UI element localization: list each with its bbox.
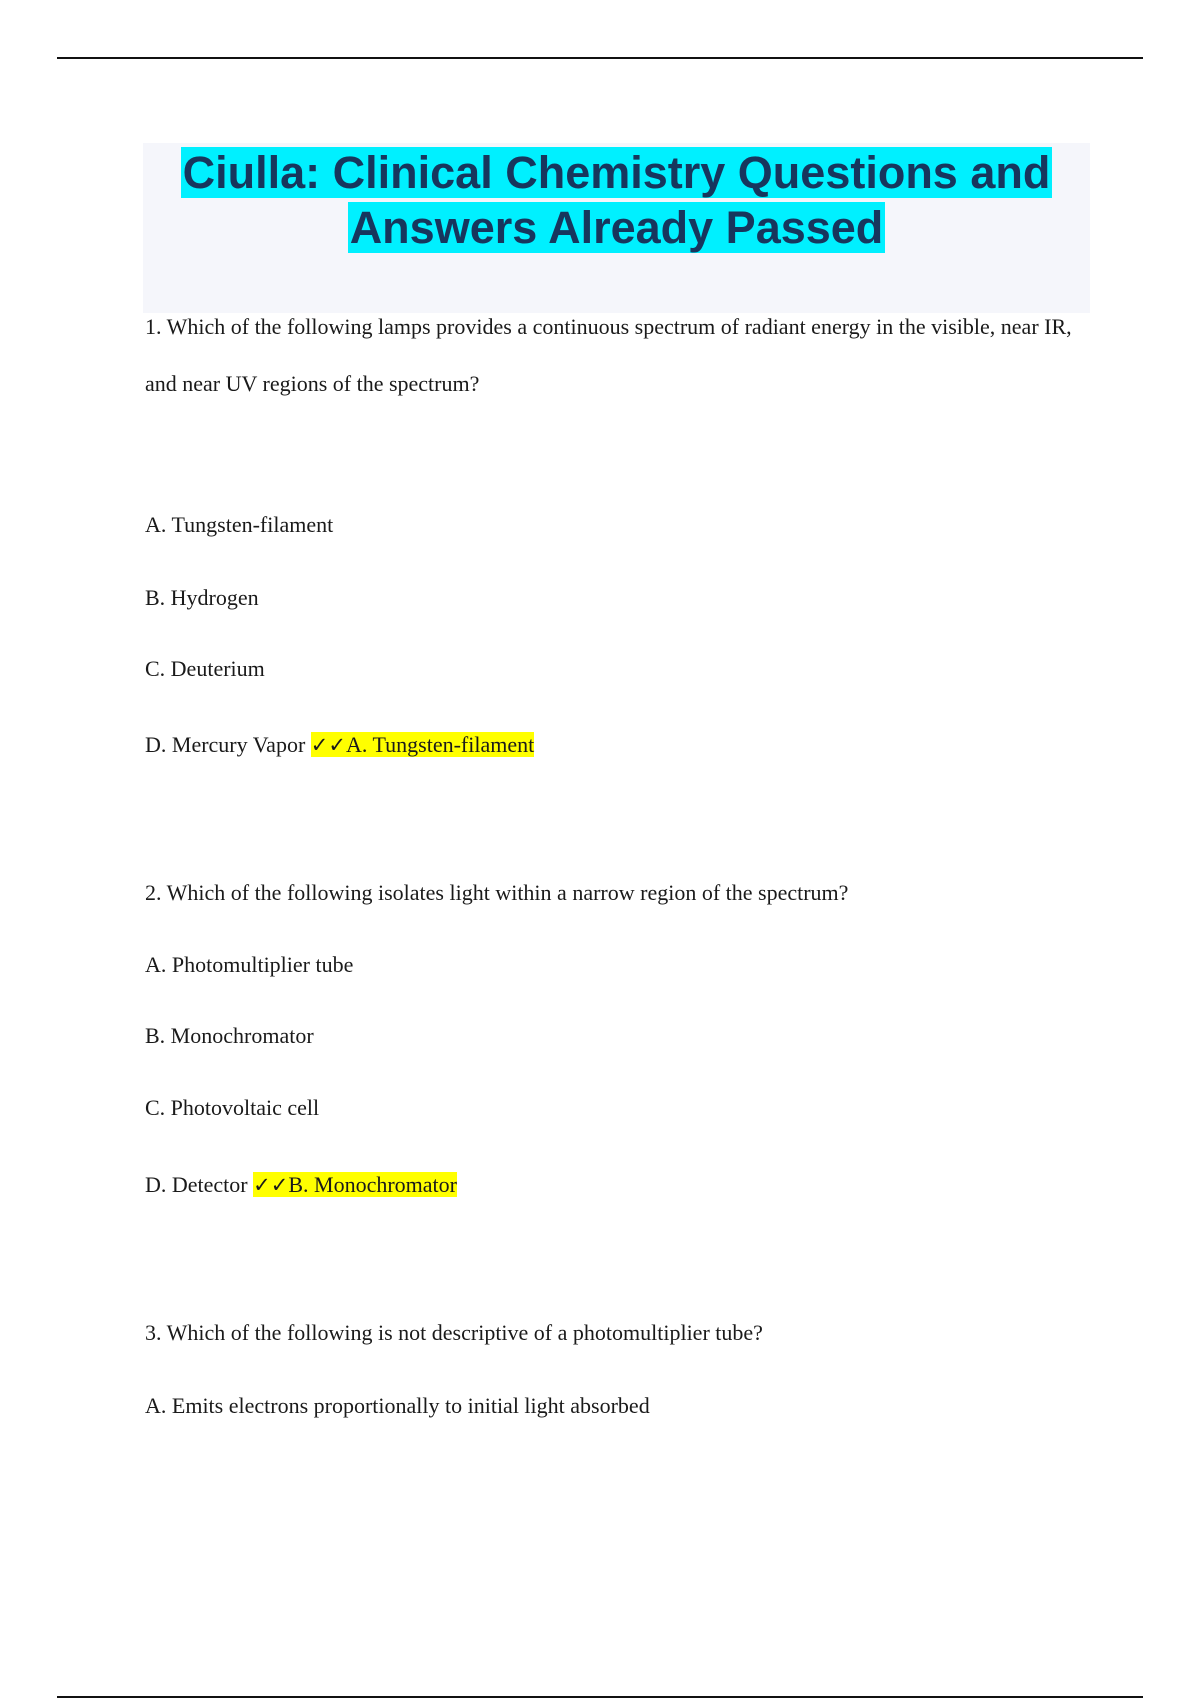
- title-block: [143, 143, 1090, 313]
- question-2-option-d-line: [145, 1172, 457, 1198]
- question-1-option-c: C. Deuterium: [145, 656, 265, 681]
- question-3-prompt: 3. Which of the following is not descriptive of a photomultiplier tube?: [145, 1320, 763, 1345]
- question-2-option-a: A. Photomultiplier tube: [145, 952, 354, 977]
- title-line-2: Answers Already Passed: [349, 202, 884, 253]
- question-2-option-c: C. Photovoltaic cell: [145, 1095, 320, 1120]
- question-1-option-b: B. Hydrogen: [145, 585, 259, 610]
- question-3-option-a: A. Emits electrons proportionally to initial light absorbed: [145, 1393, 650, 1418]
- question-2-option-d: D. Detector: [145, 1172, 248, 1197]
- question-1-prompt: 1. Which of the following lamps provides a continuous spectrum of radiant energy in the visible, near IR, and near UV regions of the spectrum?: [145, 314, 1072, 396]
- question-1-option-a: A. Tungsten-filament: [145, 512, 334, 537]
- question-2-answer: B. Monochromator: [288, 1172, 457, 1197]
- top-divider: [57, 57, 1143, 59]
- bottom-divider: [57, 1696, 1143, 1698]
- question-1-answer: A. Tungsten-filament: [345, 732, 535, 757]
- double-check-icon: ✓✓: [253, 1173, 289, 1197]
- question-2-prompt: 2. Which of the following isolates light within a narrow region of the spectrum?: [145, 880, 849, 905]
- question-2-answer-highlight: [253, 1172, 457, 1197]
- question-2-option-b: B. Monochromator: [145, 1023, 314, 1048]
- double-check-icon: ✓✓: [310, 733, 346, 757]
- title-line-1: Ciulla: Clinical Chemistry Questions and: [182, 147, 1051, 198]
- question-1-option-d-line: [145, 732, 534, 758]
- question-1-option-d: D. Mercury Vapor: [145, 732, 306, 757]
- document-title: [143, 143, 1090, 255]
- question-1-answer-highlight: [311, 732, 534, 757]
